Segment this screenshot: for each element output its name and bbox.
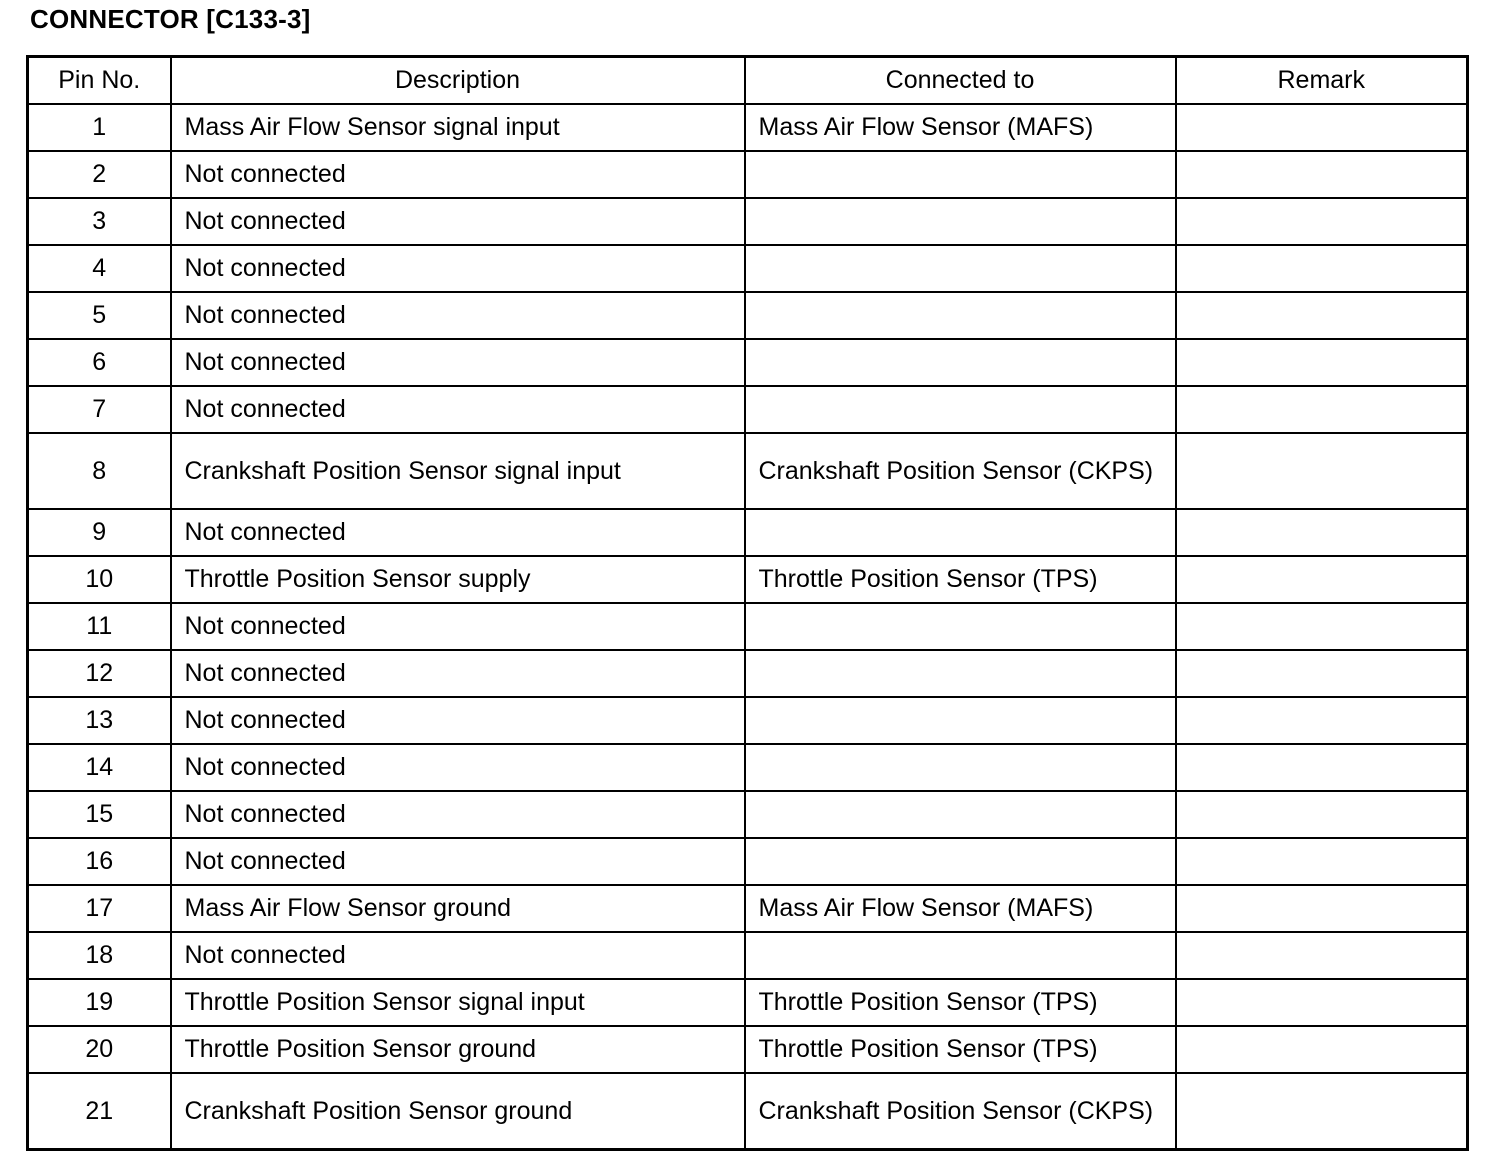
- pin-remark: [1176, 697, 1468, 744]
- header-description: Description: [171, 57, 745, 105]
- connector-pin-table: [26, 55, 1469, 1151]
- pin-remark: [1176, 838, 1468, 885]
- pin-description: Not connected: [171, 791, 745, 838]
- pin-remark: [1176, 151, 1468, 198]
- pin-remark: [1176, 104, 1468, 151]
- pin-connected-to: [745, 838, 1176, 885]
- pin-connected-to: Crankshaft Position Sensor (CKPS): [745, 433, 1176, 509]
- pin-connected-to: [745, 386, 1176, 433]
- table-row: [28, 339, 1468, 386]
- table-row: [28, 245, 1468, 292]
- pin-connected-to: Mass Air Flow Sensor (MAFS): [745, 104, 1176, 151]
- table-row: [28, 509, 1468, 556]
- pin-connected-to: [745, 339, 1176, 386]
- pin-description: Not connected: [171, 838, 745, 885]
- pin-description: Not connected: [171, 603, 745, 650]
- pin-remark: [1176, 932, 1468, 979]
- pin-description: Throttle Position Sensor supply: [171, 556, 745, 603]
- table-row: [28, 386, 1468, 433]
- pin-description: Not connected: [171, 245, 745, 292]
- table-row: [28, 1073, 1468, 1150]
- pin-description: Throttle Position Sensor signal input: [171, 979, 745, 1026]
- pin-remark: [1176, 885, 1468, 932]
- pin-number: 4: [28, 245, 171, 292]
- pin-description: Not connected: [171, 339, 745, 386]
- pin-number: 15: [28, 791, 171, 838]
- pin-number: 12: [28, 650, 171, 697]
- pin-number: 17: [28, 885, 171, 932]
- pin-remark: [1176, 198, 1468, 245]
- pin-number: 8: [28, 433, 171, 509]
- table-row: [28, 1026, 1468, 1073]
- pin-number: 7: [28, 386, 171, 433]
- pin-description: Crankshaft Position Sensor ground: [171, 1073, 745, 1150]
- pin-number: 19: [28, 979, 171, 1026]
- pin-connected-to: [745, 151, 1176, 198]
- pin-number: 2: [28, 151, 171, 198]
- table-row: [28, 791, 1468, 838]
- pin-description: Not connected: [171, 932, 745, 979]
- pin-description: Not connected: [171, 697, 745, 744]
- pin-remark: [1176, 386, 1468, 433]
- pin-number: 16: [28, 838, 171, 885]
- pin-connected-to: [745, 650, 1176, 697]
- pin-connected-to: [745, 292, 1176, 339]
- pin-description: Mass Air Flow Sensor signal input: [171, 104, 745, 151]
- pin-number: 3: [28, 198, 171, 245]
- pin-connected-to: [745, 932, 1176, 979]
- pin-description: Mass Air Flow Sensor ground: [171, 885, 745, 932]
- pin-description: Not connected: [171, 744, 745, 791]
- pin-description: Throttle Position Sensor ground: [171, 1026, 745, 1073]
- pin-connected-to: [745, 744, 1176, 791]
- pin-description: Crankshaft Position Sensor signal input: [171, 433, 745, 509]
- pin-remark: [1176, 339, 1468, 386]
- pin-number: 5: [28, 292, 171, 339]
- table-row: [28, 838, 1468, 885]
- pin-number: 14: [28, 744, 171, 791]
- pin-remark: [1176, 1026, 1468, 1073]
- pin-connected-to: Mass Air Flow Sensor (MAFS): [745, 885, 1176, 932]
- pin-description: Not connected: [171, 386, 745, 433]
- table-header-row: [28, 57, 1468, 105]
- pin-remark: [1176, 603, 1468, 650]
- pin-remark: [1176, 245, 1468, 292]
- pin-connected-to: Throttle Position Sensor (TPS): [745, 979, 1176, 1026]
- pin-remark: [1176, 1073, 1468, 1150]
- header-remark: Remark: [1176, 57, 1468, 105]
- pin-description: Not connected: [171, 509, 745, 556]
- table-row: [28, 556, 1468, 603]
- pin-description: Not connected: [171, 151, 745, 198]
- pin-number: 6: [28, 339, 171, 386]
- pin-number: 20: [28, 1026, 171, 1073]
- pin-remark: [1176, 791, 1468, 838]
- pin-remark: [1176, 433, 1468, 509]
- table-row: [28, 198, 1468, 245]
- pin-description: Not connected: [171, 198, 745, 245]
- table-row: [28, 104, 1468, 151]
- header-connected-to: Connected to: [745, 57, 1176, 105]
- pin-number: 13: [28, 697, 171, 744]
- pin-connected-to: [745, 245, 1176, 292]
- pin-number: 10: [28, 556, 171, 603]
- table-row: [28, 932, 1468, 979]
- header-pin-no: Pin No.: [28, 57, 171, 105]
- pin-remark: [1176, 979, 1468, 1026]
- pin-connected-to: [745, 791, 1176, 838]
- pin-connected-to: Crankshaft Position Sensor (CKPS): [745, 1073, 1176, 1150]
- pin-number: 1: [28, 104, 171, 151]
- pin-remark: [1176, 509, 1468, 556]
- table-row: [28, 697, 1468, 744]
- table-row: [28, 433, 1468, 509]
- pin-remark: [1176, 292, 1468, 339]
- pin-description: Not connected: [171, 292, 745, 339]
- pin-number: 11: [28, 603, 171, 650]
- pin-remark: [1176, 556, 1468, 603]
- table-row: [28, 292, 1468, 339]
- pin-description: Not connected: [171, 650, 745, 697]
- table-row: [28, 885, 1468, 932]
- pin-remark: [1176, 650, 1468, 697]
- pin-connected-to: [745, 198, 1176, 245]
- pin-remark: [1176, 744, 1468, 791]
- table-row: [28, 603, 1468, 650]
- pin-connected-to: [745, 509, 1176, 556]
- pin-number: 21: [28, 1073, 171, 1150]
- pin-connected-to: [745, 603, 1176, 650]
- table-row: [28, 151, 1468, 198]
- page-title: CONNECTOR [C133-3]: [30, 4, 311, 34]
- pin-connected-to: Throttle Position Sensor (TPS): [745, 556, 1176, 603]
- pin-number: 18: [28, 932, 171, 979]
- pin-number: 9: [28, 509, 171, 556]
- pin-connected-to: [745, 697, 1176, 744]
- table-row: [28, 744, 1468, 791]
- table-row: [28, 979, 1468, 1026]
- table-row: [28, 650, 1468, 697]
- pin-connected-to: Throttle Position Sensor (TPS): [745, 1026, 1176, 1073]
